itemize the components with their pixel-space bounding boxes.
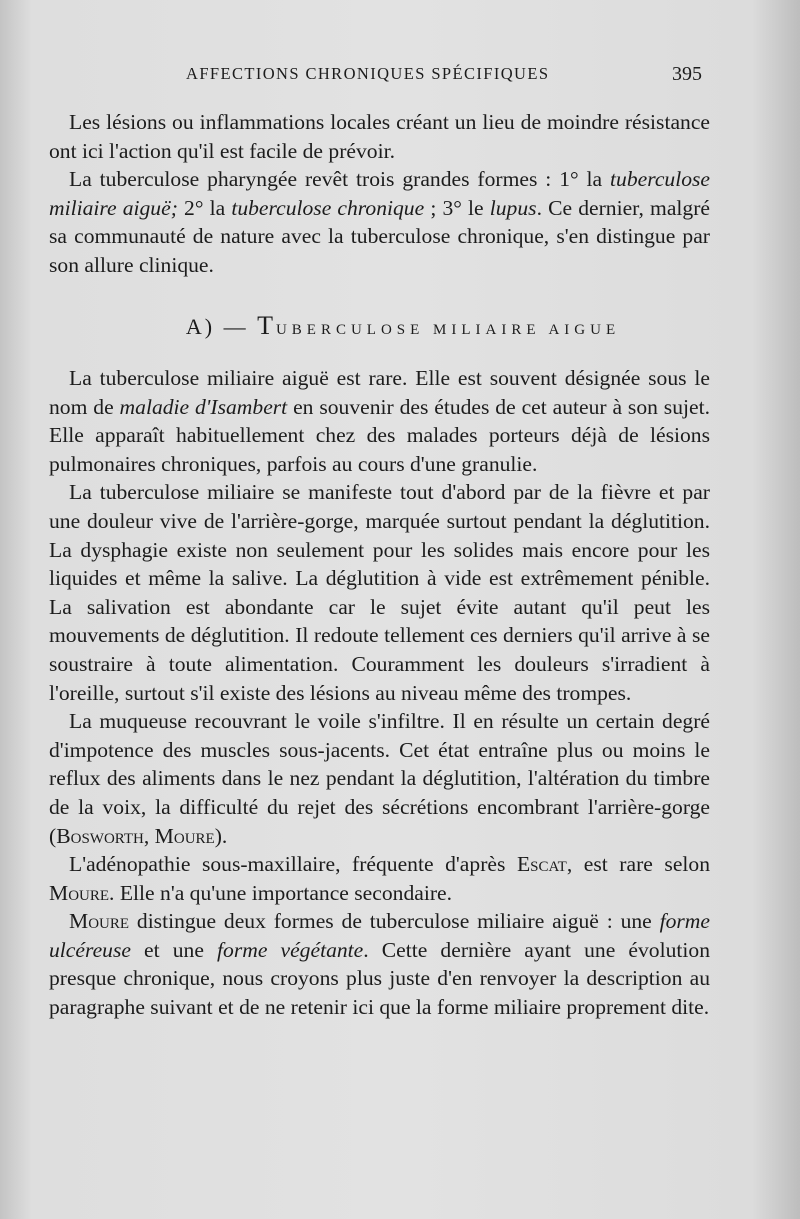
running-head [0, 64, 800, 92]
p2-italic-3: lupus [489, 195, 537, 220]
p2-text-4: . Ce dernier, malgré sa communauté de nature avec la tuberculose chronique, s'en distingue par son allure clinique. [49, 195, 710, 277]
p5-text-1: La muqueuse recouvrant le voile s'infiltre. Il en résulte un certain degré d'impotence des muscles sous-jacents. Cet état entraîne plus ou moins le reflux des aliments dans le nez pendant la déglutition, l'altération du timbre de la voix, la difficulté du rejet des sécrétions encombrant l'arrière-gorge ( [49, 709, 710, 848]
paragraph-4 [49, 478, 710, 707]
p7-text-2: et une [130, 937, 218, 962]
page-number: 395 [672, 63, 702, 85]
author-escat: Escat [516, 852, 567, 877]
p6-text-3: . Elle n'a qu'une importance secondaire. [109, 880, 452, 905]
author-moure-2: Moure [49, 880, 110, 905]
p6-text-1: L'adénopathie sous-maxillaire, fréquente d'après [69, 852, 517, 877]
author-moure-1: Moure [154, 823, 215, 848]
p6-text-2: , est rare selon [566, 852, 711, 877]
paragraph-1 [49, 108, 710, 165]
p7-italic-1: forme ulcéreuse [49, 909, 710, 962]
p3-italic-1: maladie d'Isambert [119, 394, 288, 419]
paragraph-3 [49, 364, 710, 478]
paragraph-1-text: Les lésions ou inflammations locales créant un lieu de moindre résistance ont ici l'action qu'il est facile de prévoir. [49, 110, 710, 163]
p2-text-3: ; 3° le [424, 195, 490, 220]
paragraph-7 [49, 907, 710, 1021]
p3-text-2: en souvenir des études de cet auteur à son sujet. Elle apparaît habituellement chez des malades porteurs déjà de lésions pulmonaires chroniques, parfois au cours d'une granulie. [49, 394, 710, 476]
p2-text-2: 2° la [177, 195, 232, 220]
author-moure-3: Moure [69, 909, 130, 934]
author-bosworth: Bosworth [56, 823, 144, 848]
p5-text-2: , [143, 823, 155, 848]
paragraph-6 [49, 850, 710, 907]
section-heading-initial: T [257, 311, 276, 340]
section-text-block [49, 364, 710, 1022]
section-heading-prefix: A) — [185, 314, 258, 339]
p2-italic-2: tuberculose chronique [231, 195, 425, 220]
section-heading-rest: UBERCULOSE MILIAIRE AIGUE [275, 322, 621, 338]
p7-text-3: . Cette dernière ayant une évolution presque chronique, nous croyons plus juste d'en renvoyer la description au paragraphe suivant et de ne retenir ici que la forme miliaire proprement dite. [49, 937, 710, 1020]
intro-text-block [49, 108, 710, 280]
p2-italic-1: tuberculose miliaire aiguë; [49, 167, 710, 220]
paragraph-2 [49, 165, 710, 279]
running-head-title: AFFECTIONS CHRONIQUES SPÉCIFIQUES [186, 64, 550, 83]
section-heading [0, 311, 800, 341]
p4-text: La tuberculose miliaire se manifeste tout d'abord par de la fièvre et par une douleur vive de l'arrière-gorge, marquée surtout pendant la déglutition. La dysphagie existe non seulement pour les solides mais encore pour les liquides et même la salive. La déglutition à vide est extrêmement pénible. La salivation est abondante car le sujet évite autant qu'il peut les mouvements de déglutition. Il redoute tellement ces derniers qu'il arrive à se soustraire à toute alimentation. Couramment les douleurs s'irradient à l'oreille, surtout s'il existe des lésions au niveau même des trompes. [49, 480, 710, 705]
p3-text-1: La tuberculose miliaire aiguë est rare. Elle est souvent désignée sous le nom de [49, 366, 710, 419]
p5-text-3: ). [214, 823, 228, 848]
p7-italic-2: forme végétante [217, 937, 364, 962]
p7-text-1: distingue deux formes de tuberculose miliaire aiguë : une [129, 909, 660, 934]
p2-text-1: La tuberculose pharyngée revêt trois grandes formes : 1° la [69, 167, 611, 192]
paragraph-5 [49, 707, 710, 850]
